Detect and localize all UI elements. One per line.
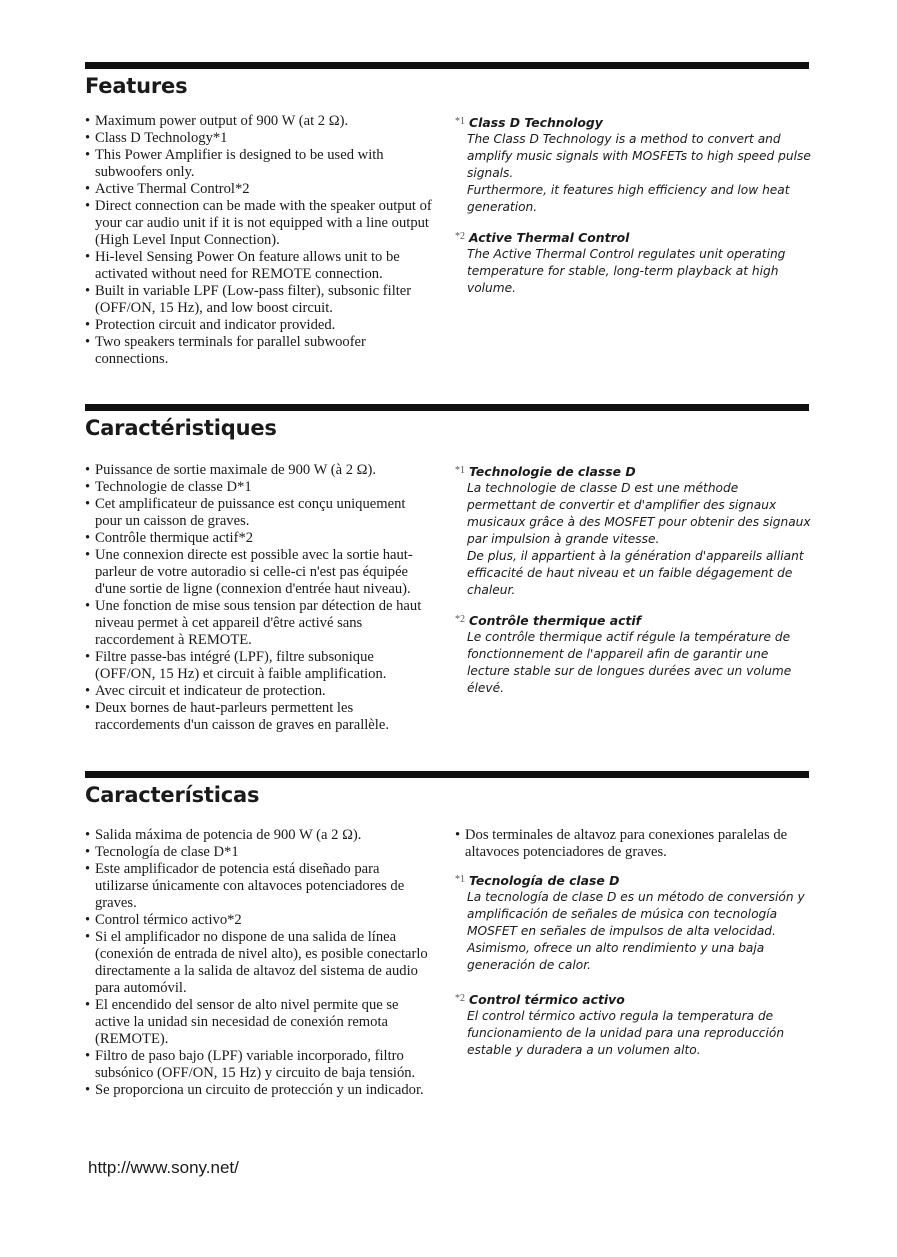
list-item: • El encendido del sensor de alto nivel permite que se active la unidad sin necesidad de conexión remota (REMOTE).: [85, 997, 435, 1048]
footnote-title: $^{*2}$ Control térmico activo: [455, 992, 625, 1007]
footnote-title: $^{*1}$ Technologie de classe D: [455, 464, 636, 479]
caracteristicas-list-continued: [455, 827, 811, 861]
caracteristicas-list: [85, 827, 435, 1099]
list-item: • Built in variable LPF (Low-pass filter), subsonic filter (OFF/ON, 15 Hz), and low boost circuit.: [85, 283, 435, 317]
list-item: • Dos terminales de altavoz para conexiones paralelas de altavoces potenciadores de graves.: [455, 827, 811, 861]
list-item: • Direct connection can be made with the speaker output of your car audio unit if it is not equipped with a line output (High Level Input Connection).: [85, 198, 435, 249]
footnote-mark: *1: [455, 116, 465, 127]
features-list-column: [85, 113, 435, 368]
footnote-mark: *2: [455, 614, 465, 625]
list-item: • Technologie de classe D*1: [85, 479, 435, 496]
footnote-body: The Class D Technology is a method to convert and amplify music signals with MOSFETs to high speed pulse signals. Furthermore, it features high efficiency and low heat generation.: [467, 132, 811, 214]
footnote: [455, 871, 811, 974]
list-item: • This Power Amplifier is designed to be used with subwoofers only.: [85, 147, 435, 181]
list-item: • Este amplificador de potencia está diseñado para utilizarse únicamente con altavoces potenciadores de graves.: [85, 861, 435, 912]
list-item: • Si el amplificador no dispone de una salida de línea (conexión de entrada de nivel alto), es posible conectarlo directamente a la salida de altavoz del sistema de audio para automóvil.: [85, 929, 435, 997]
caracteristicas-list-column: [85, 827, 435, 1099]
footnote: [455, 113, 811, 216]
footnote: [455, 611, 811, 697]
section-features: [85, 62, 811, 367]
caracteristiques-list-column: [85, 462, 435, 734]
list-item: • Avec circuit et indicateur de protection.: [85, 683, 435, 700]
footnote-body: Le contrôle thermique actif régule la température de fonctionnement de l'appareil afin de garantir une lecture stable sur de longues durées avec un volume élevé.: [467, 630, 792, 695]
features-list: [85, 113, 435, 368]
section-rule: [85, 62, 809, 69]
footnote-mark: *1: [455, 874, 465, 885]
list-item: • Active Thermal Control*2: [85, 181, 435, 198]
list-item: • Maximum power output of 900 W (at 2 Ω).: [85, 113, 435, 130]
section-caracteristicas: [85, 771, 809, 1098]
list-item: • Une fonction de mise sous tension par détection de haut niveau permet à cet appareil d'être activé sans raccordement à REMOTE.: [85, 598, 435, 649]
footnote: [455, 990, 811, 1059]
section-heading: Características: [85, 783, 260, 807]
list-item: • Control térmico activo*2: [85, 912, 435, 929]
footnote-mark: *1: [455, 465, 465, 476]
footnote-title: $^{*1}$ Tecnología de clase D: [455, 873, 620, 888]
section-heading: Caractéristiques: [85, 416, 277, 440]
footnote-title: $^{*1}$ Class D Technology: [455, 115, 603, 130]
footnote: [455, 228, 811, 297]
list-item: • Cet amplificateur de puissance est conçu uniquement pour un caisson de graves.: [85, 496, 435, 530]
footnote-title: $^{*2}$ Active Thermal Control: [455, 230, 630, 245]
list-item: • Contrôle thermique actif*2: [85, 530, 435, 547]
list-item: • Filtre passe-bas intégré (LPF), filtre subsonique (OFF/ON, 15 Hz) et circuit à faible amplification.: [85, 649, 435, 683]
footnote-title: $^{*2}$ Contrôle thermique actif: [455, 613, 642, 628]
list-item: • Salida máxima de potencia de 900 W (a 2 Ω).: [85, 827, 435, 844]
section-caracteristiques: [85, 404, 811, 733]
footnote-body: La technologie de classe D est une méthode permettant de convertir et d'amplifier des signaux musicaux grâce à des MOSFET pour obtenir des signaux par impulsion à grande vitesse. De plus, il appartient à la génération d'appareils alliant efficacité de haut niveau et un faible dégagement de chaleur.: [467, 481, 811, 597]
list-item: • Puissance de sortie maximale de 900 W (à 2 Ω).: [85, 462, 435, 479]
footnote-mark: *2: [455, 993, 465, 1004]
list-item: • Deux bornes de haut-parleurs permettent les raccordements d'un caisson de graves en parallèle.: [85, 700, 435, 734]
list-item: • Class D Technology*1: [85, 130, 435, 147]
caracteristiques-notes-column: [455, 462, 811, 709]
list-item: • Two speakers terminals for parallel subwoofer connections.: [85, 334, 435, 368]
caracteristiques-list: [85, 462, 435, 734]
caracteristicas-notes-column: [455, 827, 811, 1071]
list-item: • Filtro de paso bajo (LPF) variable incorporado, filtro subsónico (OFF/ON, 15 Hz) y circuito de baja tensión.: [85, 1048, 435, 1082]
list-item: • Une connexion directe est possible avec la sortie haut-parleur de votre autoradio si celle-ci n'est pas équipée d'une sortie de ligne (connexion d'entrée haut niveau).: [85, 547, 435, 598]
footnote-body: The Active Thermal Control regulates unit operating temperature for stable, long-term playback at high volume.: [467, 247, 786, 295]
footnote-mark: *2: [455, 231, 465, 242]
footnote-body: La tecnología de clase D es un método de conversión y amplificación de señales de música con tecnología MOSFET en señales de impulsos de alta velocidad. Asimismo, ofrece un alto rendimiento y una baja generación de calor.: [467, 890, 805, 972]
list-item: • Protection circuit and indicator provided.: [85, 317, 435, 334]
features-notes-column: [455, 113, 811, 309]
list-item: • Hi-level Sensing Power On feature allows unit to be activated without need for REMOTE connection.: [85, 249, 435, 283]
footnote: [455, 462, 811, 599]
section-heading: Features: [85, 74, 188, 98]
list-item: • Tecnología de clase D*1: [85, 844, 435, 861]
list-item: • Se proporciona un circuito de protección y un indicador.: [85, 1082, 435, 1099]
footer-url: http://www.sony.net/: [88, 1158, 239, 1177]
section-rule: [85, 404, 809, 411]
section-rule: [85, 771, 809, 778]
footnote-body: El control térmico activo regula la temperatura de funcionamiento de la unidad para una reproducción estable y duradera a un volumen alto.: [467, 1009, 785, 1057]
